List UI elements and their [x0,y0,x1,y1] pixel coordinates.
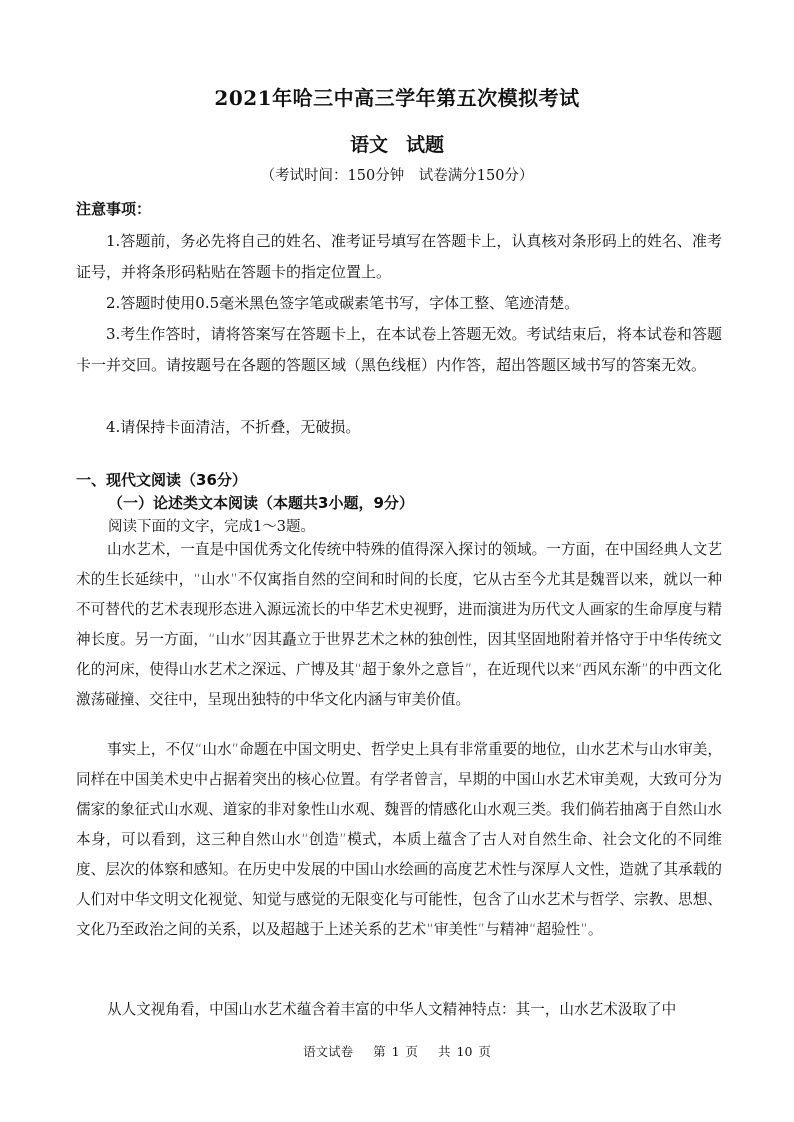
exam-info: （考试时间：150分钟 试卷满分150分） [260,168,534,184]
footer-total-pages: 共 10 页 [438,1044,491,1059]
passage-paragraph-2: 事实上，不仅“山水”命题在中国文明史、哲学史上具有非常重要的地位，山水艺术与山水审美，同样在中国美术史中占据着突出的核心位置。有学者曾言，早期的中国山水艺术审美观，大致可分为儒家的象征式山水观、道家的非对象性山水观、魏晋的情感化山水观三类。我们倘若抽离于自然山水本身，可以看到，这三种自然山水“创造”模式，本质上蕴含了古人对自然生命、社会文化的不同维度、层次的体察和感知。在历史中发展的中国山水绘画的高度艺术性与深厚人文性，造就了其承载的人们对中华文明文化视觉、知觉与感觉的无限变化与可能性，包含了山水艺术与哲学、宗教、思想、文化乃至政治之间的关系，以及超越于上述关系的艺术“审美性”与精神“超验性”。 [76,741,722,938]
exam-title: 2021年哈三中高三学年第五次模拟考试 [214,86,580,110]
section-heading: 一、现代文阅读（36分） [76,471,247,489]
paper-subtitle [0,130,794,157]
subsection-heading: （一）论述类文本阅读（本题共3小题，9分） [108,494,414,512]
notice-item-4: 4.请保持卡面清洁，不折叠，无破损。 [106,418,361,436]
footer-page-number: 第 1 页 [373,1044,419,1059]
paper-type-label: 试题 [406,134,445,156]
notice-item-1: 1.答题前，务必先将自己的姓名、准考证号填写在答题卡上，认真核对条形码上的姓名、准考证号，并将条形码粘贴在答题卡的指定位置上。 [76,232,722,281]
reading-instruction: 阅读下面的文字，完成1～3题。 [108,519,315,535]
passage-paragraph-3: 从人文视角看，中国山水艺术蕴含着丰富的中华人文精神特点：其一，山水艺术汲取了中 [107,1001,677,1018]
notice-item-3: 3.考生作答时，请将答案写在答题卡上，在本试卷上答题无效。考试结束后，将本试卷和答题卡一并交回。请按题号在各题的答题区域（黑色线框）内作答，超出答题区域书写的答案无效。 [76,325,722,374]
subject-label: 语文 [349,134,388,156]
page-footer [0,1042,794,1060]
footer-subject: 语文试卷 [303,1044,354,1059]
passage-paragraph-1: 山水艺术，一直是中国优秀文化传统中特殊的值得深入探讨的领域。一方面，在中国经典人文艺术的生长延续中，“山水”不仅寓指自然的空间和时间的长度，它从古至今尤其是魏晋以来，就以一种不可替代的艺术表现形态进入源远流长的中华艺术史视野，进而演进为历代文人画家的生命厚度与精神长度。另一方面，“山水”因其矗立于世界艺术之林的独创性，因其坚固地附着并恪守于中华传统文化的河床，使得山水艺术之深远、广博及其“超于象外之意旨”，在近现代以来“西风东渐”的中西文化激荡碰撞、交往中，呈现出独特的中华文化内涵与审美价值。 [76,541,722,708]
notice-item-2: 2.答题时使用0.5毫米黑色签字笔或碳素笔书写，字体工整、笔迹清楚。 [106,294,580,312]
notice-heading: 注意事项： [76,200,152,218]
